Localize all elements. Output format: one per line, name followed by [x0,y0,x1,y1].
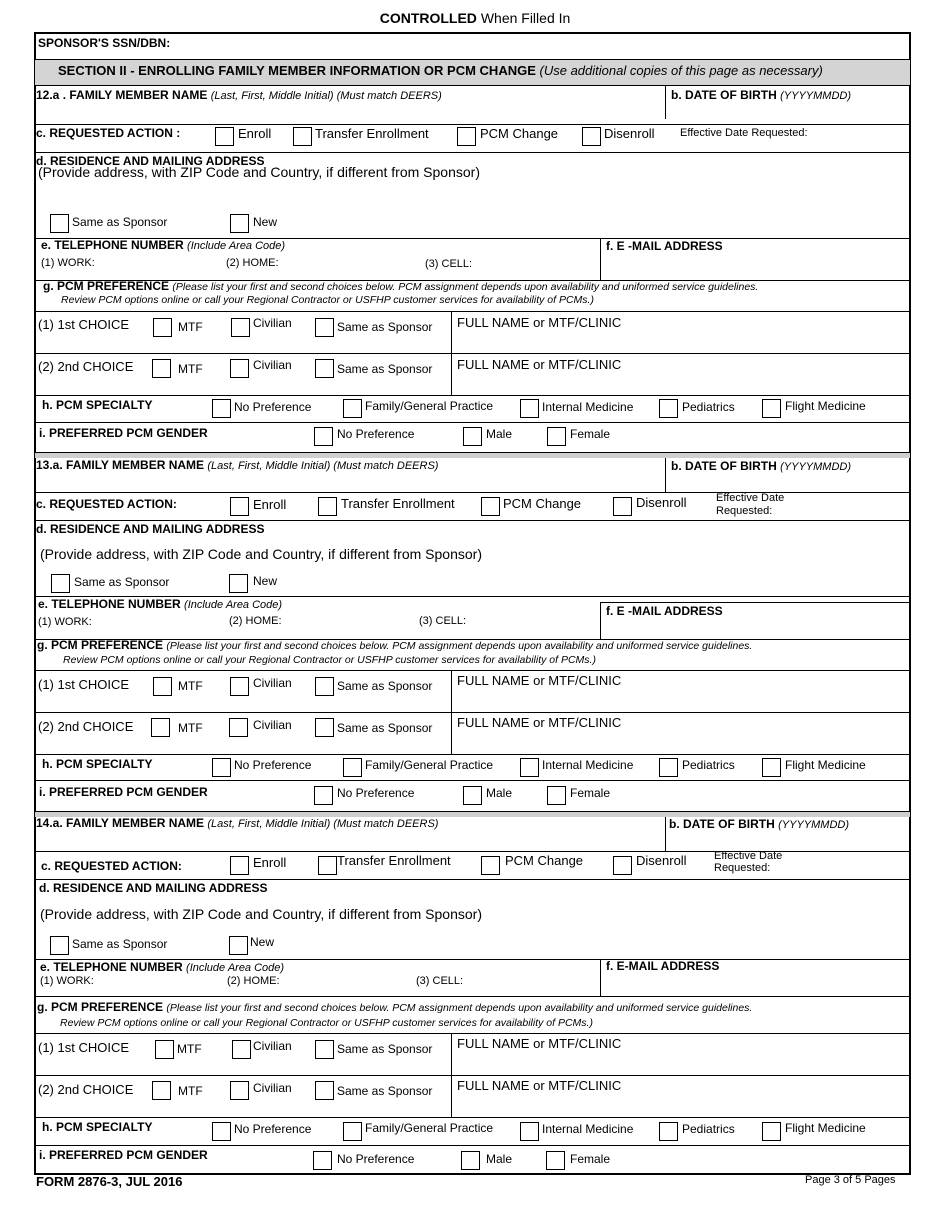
telephone-label [40,961,284,974]
gender-no-pref-checkbox[interactable] [314,786,333,805]
new-address-checkbox[interactable] [230,214,249,233]
residence-note: (Provide address, with ZIP Code and Country, if different from Sponsor) [38,164,480,180]
second-civilian-checkbox[interactable] [230,359,249,378]
divider [35,422,910,423]
pcm-specialty-label: h. PCM SPECIALTY [42,1120,153,1134]
divider [35,1145,910,1146]
specialty-family-checkbox[interactable] [343,758,362,777]
second-choice-label: (2) 2nd CHOICE [38,359,134,374]
specialty-flight-checkbox[interactable] [762,758,781,777]
gender-no-pref-checkbox[interactable] [314,427,333,446]
same-as-sponsor-label: Same as Sponsor [72,937,168,951]
pcm-change-label: PCM Change [503,496,582,511]
enroll-checkbox[interactable] [230,497,249,516]
transfer-checkbox[interactable] [293,127,312,146]
email-label: f. E -MAIL ADDRESS [606,239,723,253]
second-same-sponsor-checkbox[interactable] [315,359,334,378]
effective-date-l1: Effective Date [714,850,783,862]
second-mtf-checkbox[interactable] [152,359,171,378]
divider [35,1033,910,1034]
same-as-sponsor-label: Same as Sponsor [337,362,433,376]
transfer-label: Transfer Enrollment [315,126,429,141]
flight-medicine-label: Flight Medicine [785,1121,866,1135]
dob-format: (YYYYMMDD) [778,819,850,831]
dob-label: b. DATE OF BIRTH [669,817,775,831]
member12-dob [671,89,851,102]
no-preference-label: No Preference [337,1152,415,1166]
family-practice-label: Family/General Practice [365,1121,494,1135]
transfer-label: Transfer Enrollment [337,853,451,868]
pediatrics-label: Pediatrics [682,758,735,772]
new-address-label: New [253,574,278,588]
pcm-pref-note1: (Please list your first and second choices below. PCM assignment depends upon availability and uniformed service guidelines. [166,640,753,652]
page-number: Page 3 of 5 Pages [805,1174,896,1186]
male-label: Male [486,427,513,441]
home-phone-label: (2) HOME: [226,257,279,269]
same-as-sponsor-checkbox[interactable] [50,936,69,955]
civilian-label: Civilian [253,358,292,372]
no-preference-label: No Preference [234,758,312,772]
first-mtf-checkbox[interactable] [155,1040,174,1059]
divider [600,602,601,639]
member-name-label: 12.a . FAMILY MEMBER NAME [36,88,208,102]
divider [35,754,910,755]
pediatrics-label: Pediatrics [682,1122,735,1136]
gender-label: i. PREFERRED PCM GENDER [39,426,208,440]
telephone-label-text: e. TELEPHONE NUMBER [40,960,183,974]
requested-action-label: c. REQUESTED ACTION: [36,497,177,511]
divider [665,458,666,492]
divider [600,959,601,996]
pcm-preference-label [37,639,752,652]
member13-dob [671,460,851,473]
pcm-pref-note1: (Please list your first and second choices below. PCM assignment depends upon availability and uniformed service guidelines. [172,281,759,293]
dob-label: b. DATE OF BIRTH [671,459,777,473]
pcm-change-checkbox[interactable] [481,497,500,516]
pcm-pref-label-text: g. PCM PREFERENCE [43,279,170,293]
specialty-flight-checkbox[interactable] [762,399,781,418]
enroll-label: Enroll [253,497,287,512]
home-phone-label: (2) HOME: [227,975,280,987]
pcm-pref-note1: (Please list your first and second choices below. PCM assignment depends upon availability and uniformed service guidelines. [166,1002,753,1014]
gender-male-checkbox[interactable] [463,427,482,446]
same-as-sponsor-label: Same as Sponsor [74,575,170,589]
telephone-note: (Include Area Code) [187,240,286,252]
mtf-label: MTF [177,1042,202,1056]
work-phone-label: (1) WORK: [38,616,92,628]
new-address-label: New [253,215,278,229]
first-civilian-checkbox[interactable] [230,677,249,696]
same-as-sponsor-label: Same as Sponsor [72,215,168,229]
second-mtf-checkbox[interactable] [152,1081,171,1100]
same-as-sponsor-checkbox[interactable] [51,574,70,593]
telephone-label [41,239,285,252]
first-mtf-checkbox[interactable] [153,318,172,337]
first-civilian-checkbox[interactable] [231,318,250,337]
divider [35,353,910,354]
full-name-mtf-label: FULL NAME or MTF/CLINIC [457,315,622,330]
internal-medicine-label: Internal Medicine [542,758,634,772]
civilian-label: Civilian [253,1081,292,1095]
telephone-note: (Include Area Code) [184,599,283,611]
first-mtf-checkbox[interactable] [153,677,172,696]
civilian-label: Civilian [253,1039,292,1053]
effective-date-l1: Effective Date [716,492,785,504]
no-preference-label: No Preference [337,786,415,800]
gender-no-pref-checkbox[interactable] [313,1151,332,1170]
divider [35,1117,910,1118]
specialty-family-checkbox[interactable] [343,399,362,418]
first-choice-label: (1) 1st CHOICE [38,677,130,692]
effective-date-l2: Requested: [716,505,773,517]
divider [35,395,910,396]
full-name-mtf-label: FULL NAME or MTF/CLINIC [457,673,622,688]
email-label: f. E -MAIL ADDRESS [606,604,723,618]
home-phone-label: (2) HOME: [229,615,282,627]
no-preference-label: No Preference [337,427,415,441]
section-title [58,64,823,77]
divider [665,817,666,851]
family-practice-label: Family/General Practice [365,399,494,413]
transfer-checkbox[interactable] [318,856,337,875]
pcm-specialty-label: h. PCM SPECIALTY [42,398,153,412]
member-name-label: 13.a. FAMILY MEMBER NAME [36,458,205,472]
same-as-sponsor-label: Same as Sponsor [337,1084,433,1098]
specialty-pediatrics-checkbox[interactable] [659,1122,678,1141]
internal-medicine-label: Internal Medicine [542,1122,634,1136]
telephone-label [38,598,282,611]
specialty-internal-checkbox[interactable] [520,1122,539,1141]
gender-female-checkbox[interactable] [546,1151,565,1170]
controlled-rest: When Filled In [480,10,571,26]
family-practice-label: Family/General Practice [365,758,494,772]
second-civilian-checkbox[interactable] [230,1081,249,1100]
work-phone-label: (1) WORK: [40,975,94,987]
same-as-sponsor-label: Same as Sponsor [337,721,433,735]
pcm-preference-label [43,280,758,293]
mtf-label: MTF [178,679,203,693]
section-note: (Use additional copies of this page as necessary) [539,63,823,78]
transfer-checkbox[interactable] [318,497,337,516]
dob-label: b. DATE OF BIRTH [671,88,777,102]
requested-action-label: c. REQUESTED ACTION : [36,126,181,140]
pcm-preference-label [37,1001,752,1014]
disenroll-label: Disenroll [636,853,687,868]
member12-name-label [36,89,442,102]
transfer-label: Transfer Enrollment [341,496,455,511]
full-name-mtf-label: FULL NAME or MTF/CLINIC [457,1036,622,1051]
disenroll-checkbox[interactable] [613,856,632,875]
second-mtf-checkbox[interactable] [151,718,170,737]
specialty-pediatrics-checkbox[interactable] [659,758,678,777]
full-name-mtf-label: FULL NAME or MTF/CLINIC [457,1078,622,1093]
second-same-sponsor-checkbox[interactable] [315,1081,334,1100]
enroll-label: Enroll [253,855,287,870]
pcm-pref-note2: Review PCM options online or call your Regional Contractor or USFHP customer services for availability of PCMs.) [63,654,596,666]
member-name-note: (Last, First, Middle Initial) (Must match DEERS) [207,818,439,830]
cell-phone-label: (3) CELL: [425,258,473,270]
work-phone-label: (1) WORK: [41,257,95,269]
same-as-sponsor-label: Same as Sponsor [337,1042,433,1056]
divider [35,670,910,671]
divider [35,879,910,880]
first-civilian-checkbox[interactable] [232,1040,251,1059]
divider [35,124,910,125]
specialty-internal-checkbox[interactable] [520,399,539,418]
dob-format: (YYYYMMDD) [780,90,852,102]
cell-phone-label: (3) CELL: [416,975,464,987]
no-preference-label: No Preference [234,1122,312,1136]
telephone-label-text: e. TELEPHONE NUMBER [41,238,184,252]
pcm-change-label: PCM Change [505,853,584,868]
divider [35,520,910,521]
full-name-mtf-label: FULL NAME or MTF/CLINIC [457,357,622,372]
second-same-sponsor-checkbox[interactable] [315,718,334,737]
member14-name-label [36,817,438,830]
residence-label: d. RESIDENCE AND MAILING ADDRESS [36,522,265,536]
pcm-change-label: PCM Change [480,126,559,141]
female-label: Female [570,427,611,441]
divider [600,238,601,280]
internal-medicine-label: Internal Medicine [542,400,634,414]
pediatrics-label: Pediatrics [682,400,735,414]
disenroll-checkbox[interactable] [582,127,601,146]
mtf-label: MTF [178,362,203,376]
gender-female-checkbox[interactable] [547,786,566,805]
same-as-sponsor-label: Same as Sponsor [337,679,433,693]
divider [35,712,910,713]
mtf-label: MTF [178,1084,203,1098]
pcm-pref-label-text: g. PCM PREFERENCE [37,1000,164,1014]
specialty-no-pref-checkbox[interactable] [212,758,231,777]
first-choice-label: (1) 1st CHOICE [38,317,130,332]
flight-medicine-label: Flight Medicine [785,399,866,413]
disenroll-checkbox[interactable] [613,497,632,516]
telephone-label-text: e. TELEPHONE NUMBER [38,597,181,611]
section-title-text: SECTION II - ENROLLING FAMILY MEMBER INFORMATION OR PCM CHANGE [58,63,536,78]
residence-label: d. RESIDENCE AND MAILING ADDRESS [36,154,265,168]
no-preference-label: No Preference [234,400,312,414]
civilian-label: Civilian [253,676,292,690]
new-address-checkbox[interactable] [229,936,248,955]
male-label: Male [486,786,513,800]
effective-date-l2: Requested: [714,862,771,874]
divider [35,780,910,781]
member-name-note: (Last, First, Middle Initial) (Must match DEERS) [210,90,442,102]
mtf-label: MTF [178,721,203,735]
dob-format: (YYYYMMDD) [780,461,852,473]
form-id: FORM 2876-3, JUL 2016 [36,1174,183,1189]
specialty-family-checkbox[interactable] [343,1122,362,1141]
new-address-label: New [250,935,275,949]
sponsor-ssn-label: SPONSOR'S SSN/DBN: [38,36,171,50]
civilian-label: Civilian [253,718,292,732]
residence-label: d. RESIDENCE AND MAILING ADDRESS [39,881,268,895]
gender-label: i. PREFERRED PCM GENDER [39,785,208,799]
disenroll-label: Disenroll [604,126,655,141]
member13-name-label [36,459,438,472]
requested-action-label: c. REQUESTED ACTION: [41,859,182,873]
female-label: Female [570,786,611,800]
controlled-bold: CONTROLLED [379,10,477,26]
specialty-flight-checkbox[interactable] [762,1122,781,1141]
gender-label: i. PREFERRED PCM GENDER [39,1148,208,1162]
second-choice-label: (2) 2nd CHOICE [38,1082,134,1097]
divider [665,86,666,119]
divider [35,1075,910,1076]
full-name-mtf-label: FULL NAME or MTF/CLINIC [457,715,622,730]
pcm-change-checkbox[interactable] [457,127,476,146]
residence-note: (Provide address, with ZIP Code and Country, if different from Sponsor) [40,546,482,562]
divider [35,152,910,153]
first-same-sponsor-checkbox[interactable] [315,1040,334,1059]
same-as-sponsor-checkbox[interactable] [50,214,69,233]
first-same-sponsor-checkbox[interactable] [315,318,334,337]
member14-dob [669,818,849,831]
second-choice-label: (2) 2nd CHOICE [38,719,134,734]
pcm-pref-label-text: g. PCM PREFERENCE [37,638,164,652]
mtf-label: MTF [178,320,203,334]
gender-female-checkbox[interactable] [547,427,566,446]
civilian-label: Civilian [253,316,292,330]
effective-date-label: Effective Date Requested: [680,127,808,139]
first-choice-label: (1) 1st CHOICE [38,1040,130,1055]
enroll-checkbox[interactable] [215,127,234,146]
divider [600,602,910,603]
pcm-change-checkbox[interactable] [481,856,500,875]
specialty-no-pref-checkbox[interactable] [212,399,231,418]
residence-note: (Provide address, with ZIP Code and Country, if different from Sponsor) [40,906,482,922]
flight-medicine-label: Flight Medicine [785,758,866,772]
gender-male-checkbox[interactable] [461,1151,480,1170]
second-civilian-checkbox[interactable] [229,718,248,737]
divider [35,311,910,312]
pcm-pref-note2: Review PCM options online or call your Regional Contractor or USFHP customer services for availability of PCMs.) [60,1017,593,1029]
first-same-sponsor-checkbox[interactable] [315,677,334,696]
female-label: Female [570,1152,611,1166]
same-as-sponsor-label: Same as Sponsor [337,320,433,334]
enroll-checkbox[interactable] [230,856,249,875]
enroll-label: Enroll [238,126,272,141]
specialty-internal-checkbox[interactable] [520,758,539,777]
male-label: Male [486,1152,513,1166]
member-name-note: (Last, First, Middle Initial) (Must match DEERS) [207,460,439,472]
disenroll-label: Disenroll [636,495,687,510]
specialty-no-pref-checkbox[interactable] [212,1122,231,1141]
divider [35,996,910,997]
new-address-checkbox[interactable] [229,574,248,593]
telephone-note: (Include Area Code) [186,962,285,974]
email-label: f. E-MAIL ADDRESS [606,959,720,973]
pcm-specialty-label: h. PCM SPECIALTY [42,757,153,771]
gender-male-checkbox[interactable] [463,786,482,805]
specialty-pediatrics-checkbox[interactable] [659,399,678,418]
controlled-header [0,11,950,25]
member-name-label: 14.a. FAMILY MEMBER NAME [36,816,205,830]
pcm-pref-note2: Review PCM options online or call your Regional Contractor or USFHP customer services for availability of PCMs.) [61,294,594,306]
cell-phone-label: (3) CELL: [419,615,467,627]
